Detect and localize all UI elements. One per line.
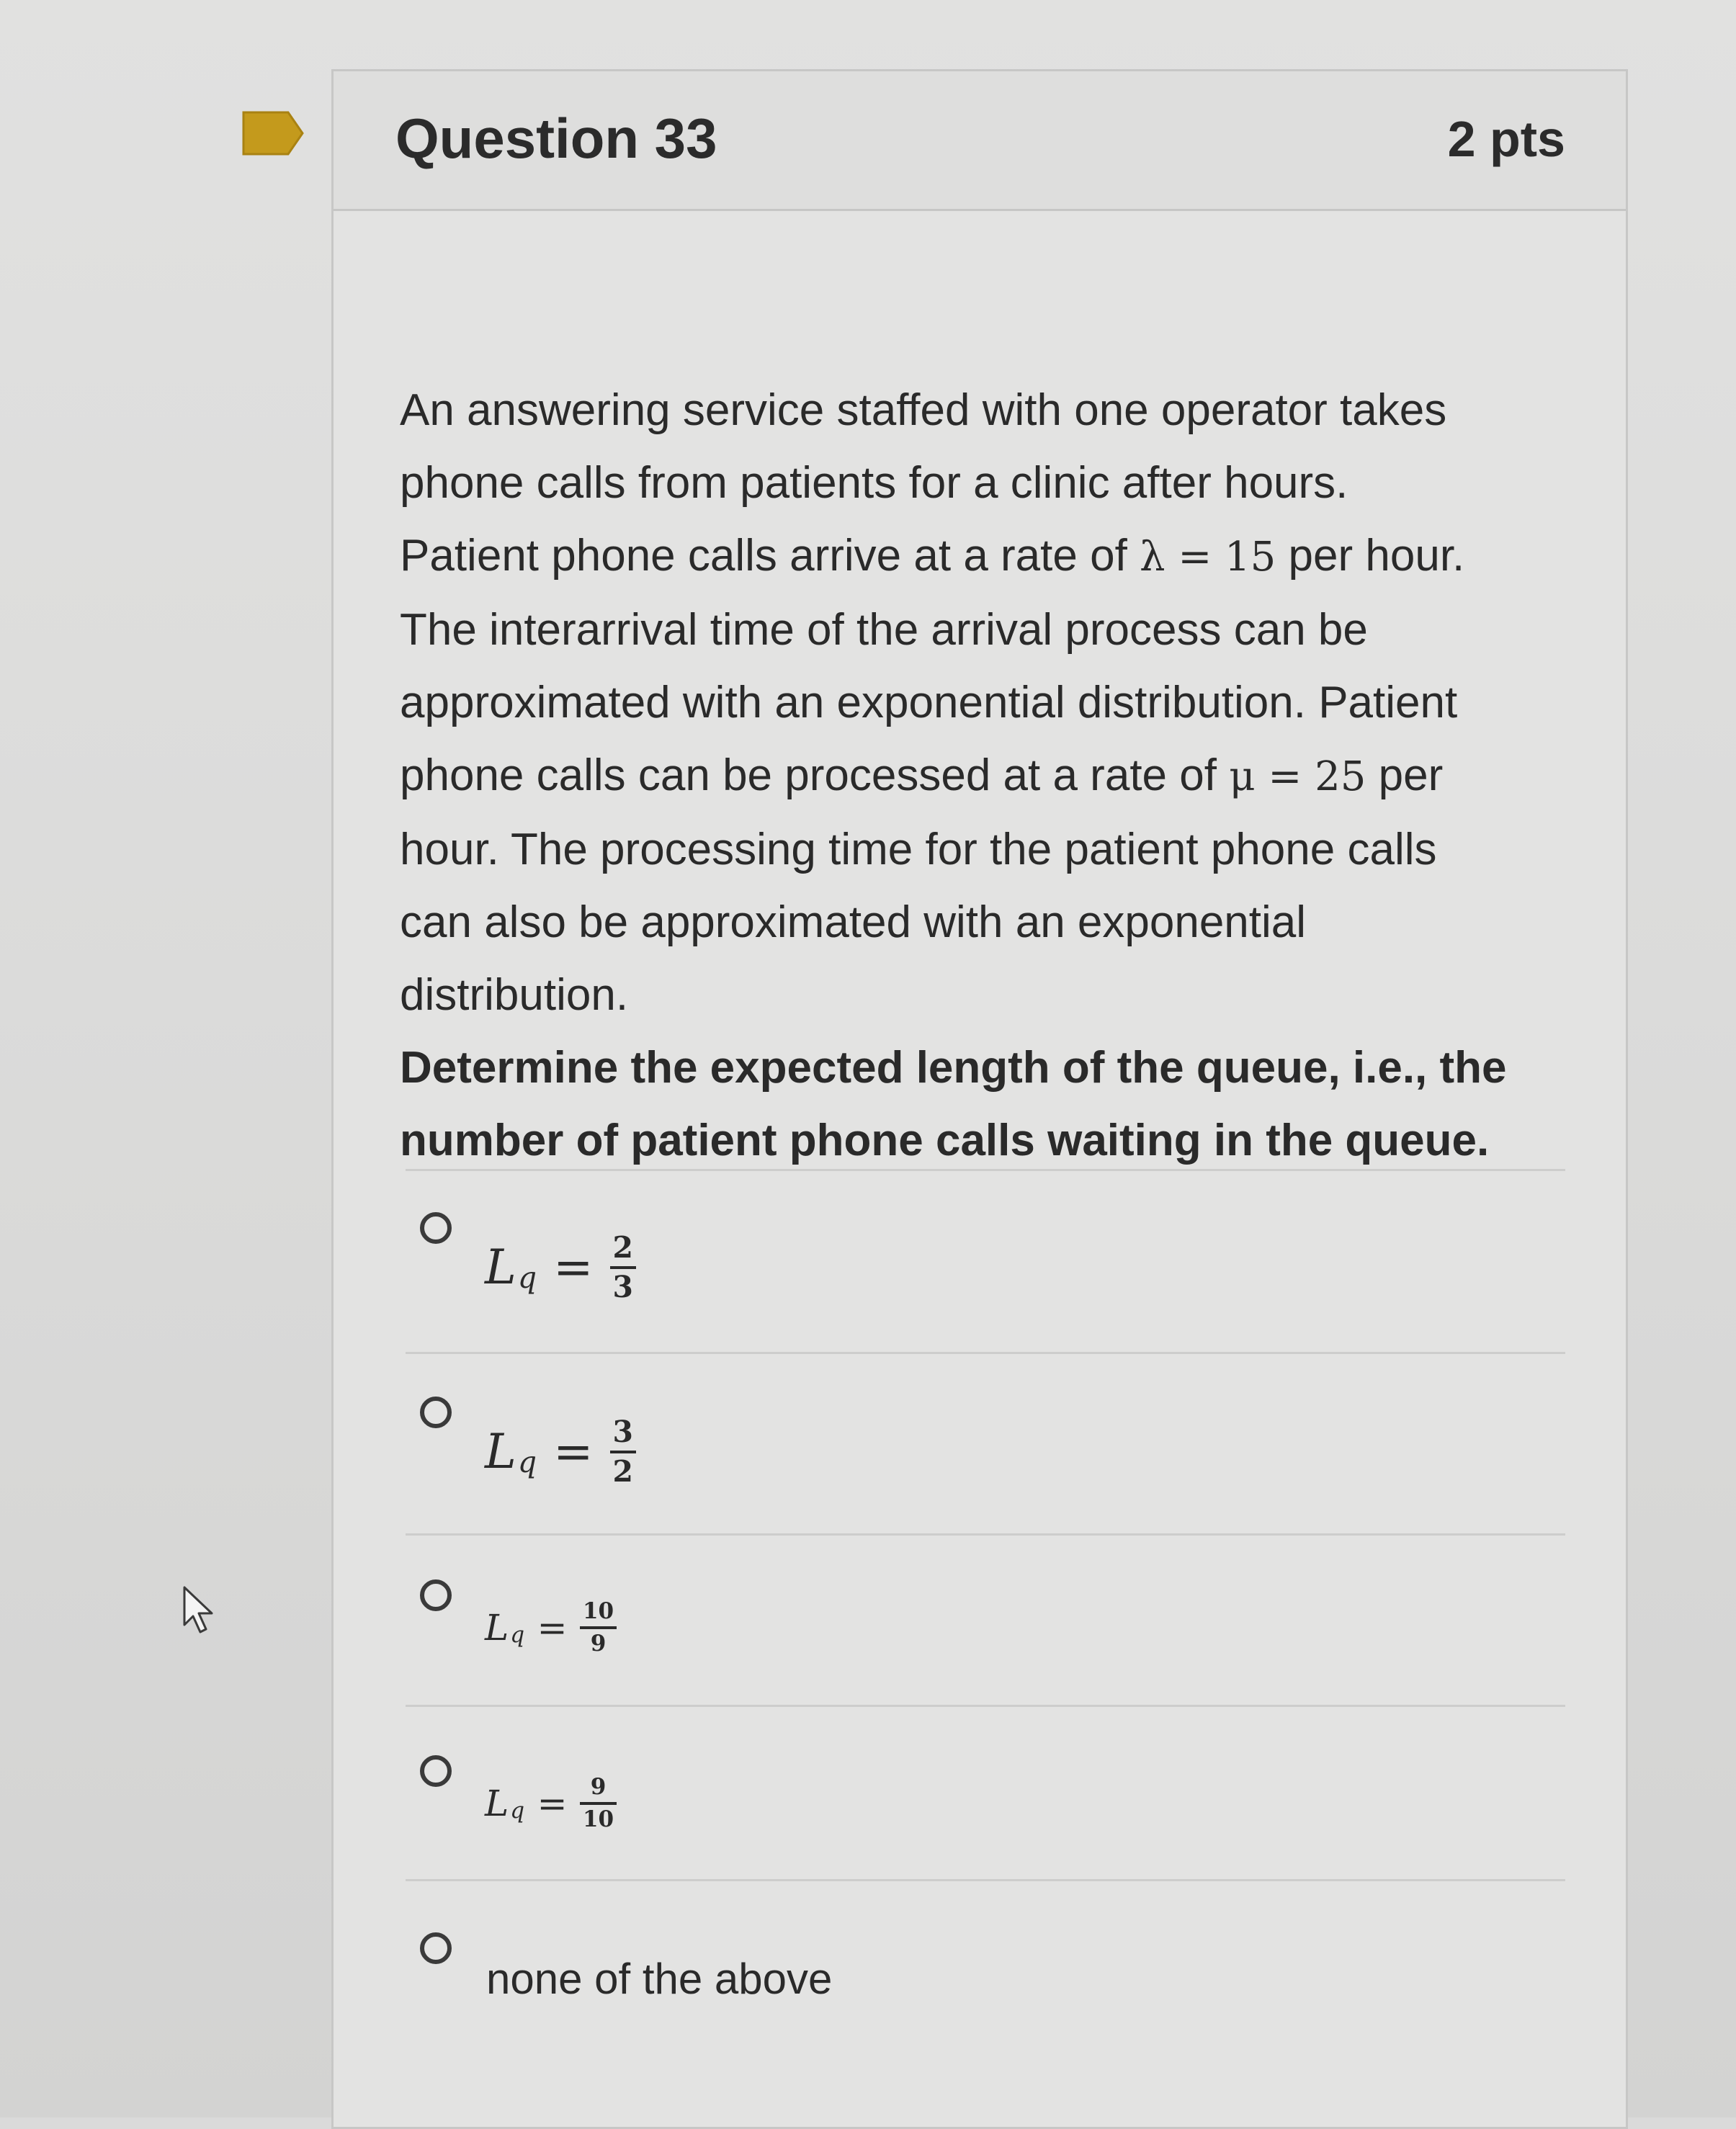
answer-divider xyxy=(406,1533,1565,1536)
answer-math xyxy=(485,1600,617,1655)
question-line: hour. The processing time for the patient phone calls xyxy=(400,825,1437,874)
answer-option-2[interactable] xyxy=(420,1397,1544,1541)
fraction-numerator: 3 xyxy=(612,1415,633,1449)
math-equals: = xyxy=(553,1424,594,1480)
fraction xyxy=(580,1775,617,1831)
mouse-pointer-icon xyxy=(180,1585,220,1636)
lambda-expression: λ = 15 xyxy=(1140,534,1276,581)
fraction-bar xyxy=(610,1451,636,1453)
fraction xyxy=(610,1417,636,1487)
answer-option-4[interactable] xyxy=(420,1755,1544,1899)
fraction-bar xyxy=(580,1802,617,1805)
radio-button[interactable] xyxy=(420,1212,452,1244)
fraction-bar xyxy=(580,1626,617,1629)
fraction xyxy=(610,1232,636,1303)
question-line-text: phone calls can be processed at a rate of xyxy=(400,750,1230,800)
fraction-numerator: 2 xyxy=(612,1230,633,1265)
question-line-text: Patient phone calls arrive at a rate of xyxy=(400,531,1140,581)
answer-math xyxy=(485,1232,636,1303)
question-line: distribution. xyxy=(400,970,629,1020)
answer-divider xyxy=(406,1352,1565,1354)
lambda-suffix: per hour. xyxy=(1276,531,1465,581)
fraction-numerator: 10 xyxy=(582,1598,614,1624)
question-line: can also be approximated with an exponential xyxy=(400,897,1307,947)
question-header xyxy=(334,71,1626,211)
bookmark-flag-icon[interactable] xyxy=(241,109,305,157)
fraction-denominator: 2 xyxy=(612,1453,633,1489)
radio-button[interactable] xyxy=(420,1579,452,1611)
answer-divider xyxy=(406,1879,1565,1881)
math-equals: = xyxy=(553,1240,594,1296)
math-subscript: q xyxy=(510,1622,525,1649)
question-line xyxy=(400,739,1581,813)
question-prompt: Determine the expected length of the queue, i.e., the xyxy=(400,1043,1507,1093)
math-variable: L xyxy=(485,1782,509,1824)
question-text xyxy=(400,374,1581,1177)
answer-math xyxy=(485,1417,636,1487)
fraction-numerator: 9 xyxy=(590,1774,607,1800)
answer-divider xyxy=(406,1169,1565,1171)
fraction-denominator: 10 xyxy=(582,1806,614,1832)
mu-expression: μ = 25 xyxy=(1229,753,1366,800)
fraction-denominator: 9 xyxy=(590,1630,607,1657)
radio-button[interactable] xyxy=(420,1932,452,1964)
fraction-bar xyxy=(610,1266,636,1269)
question-points: 2 pts xyxy=(1447,111,1565,167)
question-card xyxy=(331,69,1628,2129)
radio-button[interactable] xyxy=(420,1755,452,1787)
answer-option-3[interactable] xyxy=(420,1579,1544,1724)
answer-math xyxy=(485,1775,617,1831)
question-line: approximated with an exponential distribution. Patient xyxy=(400,678,1458,727)
math-subscript: q xyxy=(517,1445,537,1480)
math-variable: L xyxy=(485,1424,516,1480)
question-title: Question 33 xyxy=(395,107,717,170)
math-equals: = xyxy=(537,1782,568,1824)
math-variable: L xyxy=(485,1606,509,1649)
question-line: An answering service staffed with one operator takes xyxy=(400,385,1447,435)
question-line: phone calls from patients for a clinic after hours. xyxy=(400,458,1348,508)
fraction-denominator: 3 xyxy=(612,1269,633,1304)
math-equals: = xyxy=(537,1606,568,1649)
radio-button[interactable] xyxy=(420,1397,452,1428)
math-variable: L xyxy=(485,1240,516,1296)
question-line xyxy=(400,519,1581,593)
answer-option-1[interactable] xyxy=(420,1212,1544,1356)
answer-option-5[interactable] xyxy=(420,1932,1544,2076)
answer-divider xyxy=(406,1705,1565,1707)
question-line: The interarrival time of the arrival process can be xyxy=(400,605,1368,655)
math-subscript: q xyxy=(510,1798,525,1824)
math-subscript: q xyxy=(517,1260,537,1296)
question-prompt: number of patient phone calls waiting in the queue. xyxy=(400,1116,1490,1165)
fraction xyxy=(580,1600,617,1655)
mu-suffix: per xyxy=(1366,750,1444,800)
answer-text: none of the above xyxy=(486,1955,833,2003)
